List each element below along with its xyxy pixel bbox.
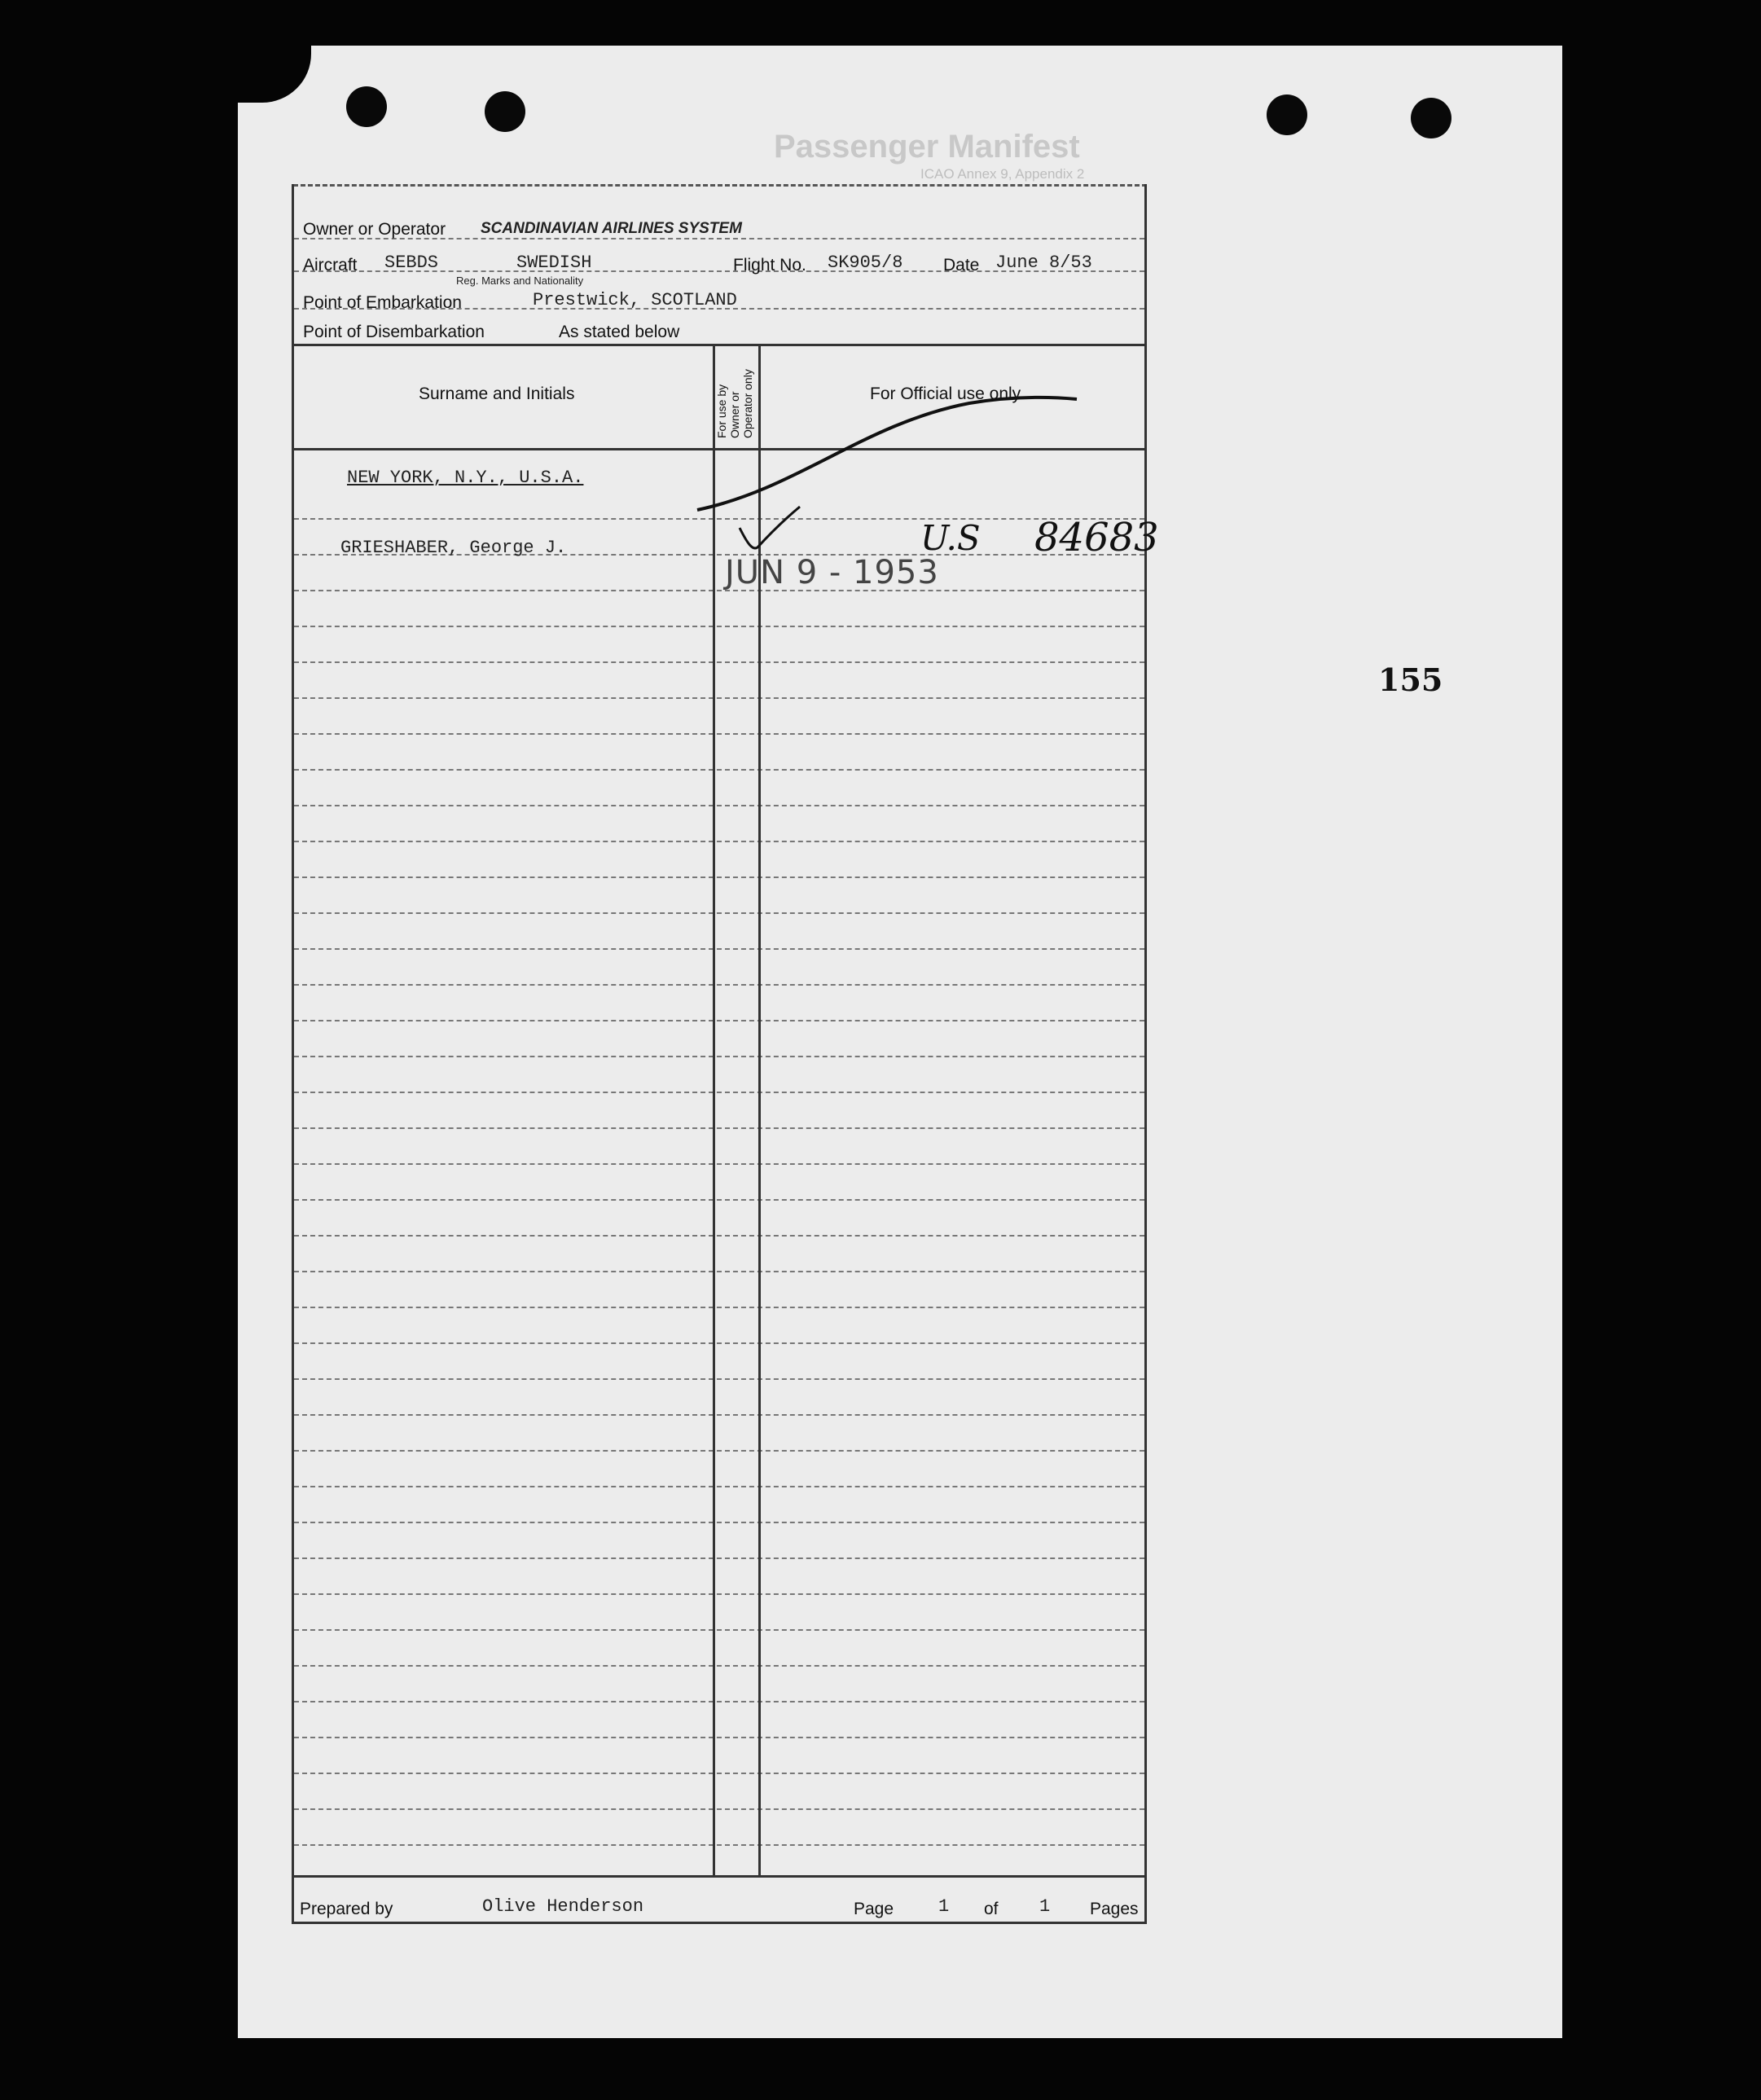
of-label: of <box>984 1900 999 1918</box>
handwritten-country: U.S <box>920 518 981 558</box>
destination-row: NEW YORK, N.Y., U.S.A. <box>347 468 584 488</box>
prepared-by-value: Olive Henderson <box>482 1896 644 1917</box>
aircraft-label: Aircraft <box>303 256 358 275</box>
embarkation-value: Prestwick, SCOTLAND <box>533 290 737 310</box>
prepared-by-label: Prepared by <box>300 1900 393 1918</box>
form-title: Passenger Manifest <box>774 129 1080 165</box>
passenger-name: GRIESHABER, George J. <box>340 538 567 558</box>
page-label: Page <box>854 1900 894 1918</box>
owner-label: Owner or Operator <box>303 220 446 239</box>
surname-column-header: Surname and Initials <box>419 384 575 403</box>
aircraft-reg: SEBDS <box>384 253 439 273</box>
page-value: 1 <box>938 1896 950 1917</box>
pages-label: Pages <box>1090 1900 1139 1918</box>
aircraft-nationality: SWEDISH <box>516 253 592 273</box>
date-stamp: JUN 9 - 1953 <box>725 554 939 591</box>
aircraft-sublabel: Reg. Marks and Nationality <box>456 275 584 287</box>
embarkation-label: Point of Embarkation <box>303 293 462 312</box>
form-reference: ICAO Annex 9, Appendix 2 <box>920 166 1085 182</box>
flight-label: Flight No. <box>733 256 806 275</box>
date-value: June 8/53 <box>995 253 1092 273</box>
owner-value: SCANDINAVIAN AIRLINES SYSTEM <box>481 220 742 237</box>
official-column-header: For Official use only <box>870 384 1021 403</box>
owner-use-column-header: For use by Owner or Operator only <box>715 369 754 438</box>
disembarkation-label: Point of Disembarkation <box>303 323 485 341</box>
page-number: 155 <box>1378 661 1443 698</box>
manifest-form <box>292 184 1147 1924</box>
punch-hole <box>485 91 525 132</box>
punch-hole <box>1267 94 1307 135</box>
disembarkation-value: As stated below <box>559 323 680 341</box>
punch-hole <box>1411 98 1451 138</box>
handwritten-number: 84683 <box>1034 515 1159 560</box>
punch-hole <box>346 86 387 127</box>
flight-value: SK905/8 <box>828 253 903 273</box>
date-label: Date <box>943 256 980 275</box>
of-value: 1 <box>1039 1896 1051 1917</box>
